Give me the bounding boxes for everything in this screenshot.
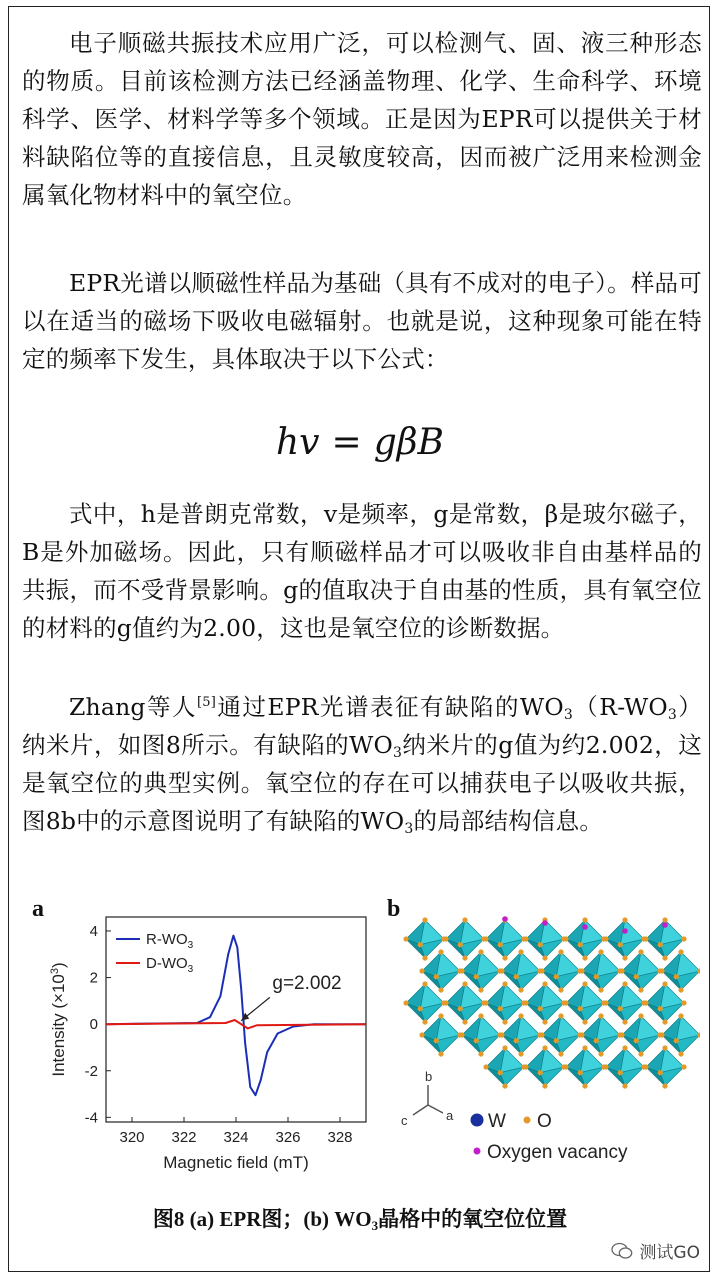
- oxygen-atom: [662, 1019, 667, 1024]
- lattice-legend: [471, 1111, 628, 1163]
- oxygen-atom: [539, 968, 544, 973]
- paragraph-4: [22, 688, 702, 840]
- y-axis-label-sup: 3: [49, 968, 61, 975]
- oxygen-atom: [681, 1000, 686, 1005]
- legend-o: O: [537, 1111, 552, 1132]
- epr-chart: [40, 905, 375, 1175]
- oxygen-atom: [434, 974, 439, 979]
- legend-label-0: $R-WO_3$: [146, 931, 194, 951]
- oxygen-atom: [678, 949, 683, 954]
- oxygen-atom: [598, 1013, 603, 1018]
- y-tick-label: 0: [89, 1016, 98, 1034]
- oxygen-atom: [578, 942, 583, 947]
- figure-caption: [0, 1203, 720, 1233]
- oxygen-atom: [483, 1000, 488, 1005]
- oxygen-atom: [579, 968, 584, 973]
- oxygen-atom: [619, 968, 624, 973]
- oxygen-atom: [462, 917, 467, 922]
- oxygen-atom: [582, 1083, 587, 1088]
- oxygen-atom: [422, 981, 427, 986]
- oxygen-atom: [538, 1070, 543, 1075]
- wo3-lattice-figure: [395, 905, 700, 1175]
- oxygen-atom: [618, 1006, 623, 1011]
- formula-equals: =: [331, 422, 362, 463]
- oxygen-vacancy: [502, 916, 508, 922]
- legend-label-sub-1: 3: [187, 964, 194, 975]
- oxygen-atom: [582, 955, 587, 960]
- oxygen-atom: [598, 1051, 603, 1056]
- oxygen-atom: [498, 1006, 503, 1011]
- oxygen-atom: [678, 1013, 683, 1018]
- oxygen-vacancy: [622, 928, 628, 934]
- oxygen-atom: [478, 987, 483, 992]
- oxygen-atom: [483, 936, 488, 941]
- p4-text-c: （R-WO: [572, 693, 668, 721]
- oxygen-atom: [634, 974, 639, 979]
- oxygen-atom: [499, 1032, 504, 1037]
- oxygen-atom: [643, 936, 648, 941]
- oxygen-atom: [443, 936, 448, 941]
- oxygen-atom: [582, 981, 587, 986]
- oxygen-atom: [603, 1000, 608, 1005]
- oxygen-atom: [678, 987, 683, 992]
- oxygen-atom: [674, 1038, 679, 1043]
- oxygen-atom: [579, 1032, 584, 1037]
- oxygen-atom: [622, 1019, 627, 1024]
- oxygen-atom: [478, 1051, 483, 1056]
- x-tick-label: 326: [275, 1129, 301, 1146]
- axis-triad: [401, 1069, 454, 1128]
- watermark: [611, 1238, 700, 1263]
- oxygen-atom: [502, 981, 507, 986]
- oxygen-atom: [622, 1083, 627, 1088]
- oxygen-atom: [542, 1019, 547, 1024]
- oxygen-atom: [419, 968, 424, 973]
- oxygen-atom: [459, 1032, 464, 1037]
- oxygen-atom: [462, 981, 467, 986]
- oxygen-atom: [539, 1032, 544, 1037]
- formula: [0, 422, 720, 463]
- oxygen-atom: [438, 1051, 443, 1056]
- p4-text-b: 通过EPR光谱表征有缺陷的WO: [216, 693, 564, 721]
- oxygen-atom: [622, 917, 627, 922]
- y-axis-label: Intensity $(\times 10^3)$: [49, 962, 68, 1077]
- oxygen-atom: [499, 968, 504, 973]
- oxygen-atom: [458, 942, 463, 947]
- oxygen-atom: [578, 1006, 583, 1011]
- y-tick-label: -2: [84, 1062, 98, 1080]
- oxygen-atom: [681, 1064, 686, 1069]
- vacancy-icon: [474, 1148, 481, 1155]
- oxygen-atom: [422, 1019, 427, 1024]
- p4-text-f: 的局部结构信息。: [413, 807, 604, 835]
- p4-text-a: Zhang等人: [69, 693, 197, 721]
- legend-label-sub-0: 3: [187, 940, 194, 951]
- oxygen-atom: [434, 1038, 439, 1043]
- oxygen-atom: [418, 942, 423, 947]
- oxygen-atom: [514, 1038, 519, 1043]
- oxygen-vacancy: [582, 924, 588, 930]
- oxygen-atom: [502, 1045, 507, 1050]
- oxygen-atom: [502, 1083, 507, 1088]
- oxygen-atom: [638, 1051, 643, 1056]
- oxygen-atom-icon: [524, 1117, 531, 1124]
- oxygen-atom: [643, 1064, 648, 1069]
- legend-w: W: [488, 1111, 506, 1132]
- reference-5: [5]: [197, 695, 217, 710]
- oxygen-atom: [443, 1000, 448, 1005]
- oxygen-atom: [523, 936, 528, 941]
- plot-frame: [106, 917, 366, 1122]
- oxygen-atom: [662, 955, 667, 960]
- oxygen-atom: [659, 968, 664, 973]
- oxygen-atom: [558, 1051, 563, 1056]
- paragraph-1: 电子顺磁共振技术应用广泛，可以检测气、固、液三种形态的物质。目前该检测方法已经涵盖物理、化学、生命科学、环境科学、医学、材料学等多个领域。正是因为EPR可以提供关于材料缺陷位等的直接信息，且灵敏度较高，因而被广泛用来检测金属氧化物材料中的氧空位。: [22, 29, 702, 209]
- oxygen-atom: [458, 1006, 463, 1011]
- oxygen-atom: [474, 974, 479, 979]
- oxygen-atom: [662, 917, 667, 922]
- oxygen-atom: [538, 942, 543, 947]
- panel-label-b: b: [387, 896, 401, 922]
- p4-sub-4: 3: [404, 821, 414, 837]
- oxygen-atom: [622, 981, 627, 986]
- oxygen-atom: [403, 1000, 408, 1005]
- panel-label-a: a: [32, 896, 44, 922]
- oxygen-atom: [502, 955, 507, 960]
- oxygen-atom: [542, 1045, 547, 1050]
- oxygen-atom: [603, 1064, 608, 1069]
- y-axis-label-end: ): [49, 962, 68, 969]
- p4-text-e: 纳米片的g值为约2.002，这是氧空位的典型实例。氧空位的存在可以捕获电子以吸收共振，图8b中的示意图说明了有缺陷的WO: [22, 731, 702, 835]
- axis-label-c: c: [401, 1113, 408, 1128]
- oxygen-atom: [514, 974, 519, 979]
- oxygen-atom: [422, 917, 427, 922]
- oxygen-atom: [498, 1070, 503, 1075]
- p4-text-d: ）纳米片，如图8所示。有缺陷的WO: [22, 693, 702, 759]
- oxygen-atom: [662, 1045, 667, 1050]
- wechat-icon: [611, 1242, 633, 1260]
- oxygen-atom: [518, 949, 523, 954]
- oxygen-atom: [598, 987, 603, 992]
- oxygen-atom: [478, 949, 483, 954]
- x-tick-label: 324: [223, 1129, 249, 1146]
- oxygen-atom: [563, 936, 568, 941]
- oxygen-atom: [638, 987, 643, 992]
- oxygen-atom: [542, 955, 547, 960]
- oxygen-atom: [582, 1019, 587, 1024]
- oxygen-atom: [438, 949, 443, 954]
- oxygen-atom: [622, 955, 627, 960]
- oxygen-atom: [618, 1070, 623, 1075]
- x-tick-label: 328: [327, 1129, 353, 1146]
- y-tick-label: 4: [89, 922, 98, 940]
- oxygen-atom: [658, 1006, 663, 1011]
- oxygen-atom: [594, 1038, 599, 1043]
- paragraph-2: EPR光谱以顺磁性样品为基础（具有不成对的电子）。样品可以在适当的磁场下吸收电磁辐射。也就是说，这种现象可能在特定的频率下发生，具体取决于以下公式：: [22, 269, 702, 373]
- y-tick-label: -4: [84, 1109, 98, 1127]
- caption-part-a: 图8 (a) EPR图；(b) WO: [152, 1207, 372, 1231]
- oxygen-atom: [659, 1032, 664, 1037]
- oxygen-atom: [403, 936, 408, 941]
- oxygen-atom: [542, 981, 547, 986]
- oxygen-atom: [674, 974, 679, 979]
- series-line-0: [106, 936, 366, 1096]
- y-tick-label: 2: [89, 969, 98, 987]
- oxygen-atom: [523, 1064, 528, 1069]
- oxygen-atom: [498, 942, 503, 947]
- g-value-annotation: g=2.002: [272, 973, 342, 995]
- oxygen-atom: [658, 942, 663, 947]
- oxygen-atom: [618, 942, 623, 947]
- oxygen-atom: [478, 1013, 483, 1018]
- oxygen-atom: [578, 1070, 583, 1075]
- oxygen-atom: [638, 949, 643, 954]
- oxygen-atom: [462, 1019, 467, 1024]
- oxygen-atom: [558, 1013, 563, 1018]
- oxygen-atom: [438, 987, 443, 992]
- oxygen-atom: [678, 1051, 683, 1056]
- axis-label-a: a: [446, 1108, 454, 1123]
- tungsten-atom-icon: [471, 1114, 484, 1127]
- oxygen-atom: [459, 968, 464, 973]
- oxygen-atom: [643, 1000, 648, 1005]
- p4-sub-3: 3: [392, 745, 403, 761]
- caption-part-b: 晶格中的氧空位位置: [378, 1207, 568, 1231]
- lattice-octahedra: [403, 916, 700, 1088]
- oxygen-atom: [483, 1064, 488, 1069]
- oxygen-atom: [658, 1070, 663, 1075]
- oxygen-atom: [523, 1000, 528, 1005]
- oxygen-atom: [438, 1013, 443, 1018]
- oxygen-atom: [518, 1013, 523, 1018]
- series-line-1: [106, 1020, 366, 1028]
- oxygen-atom: [594, 974, 599, 979]
- oxygen-atom: [622, 1045, 627, 1050]
- oxygen-atom: [474, 1038, 479, 1043]
- oxygen-atom: [554, 1038, 559, 1043]
- oxygen-atom: [681, 936, 686, 941]
- oxygen-atom: [634, 1038, 639, 1043]
- p4-sub-2: 3: [667, 707, 677, 723]
- oxygen-atom: [619, 1032, 624, 1037]
- legend-label-1: $D-WO_3$: [146, 955, 194, 975]
- oxygen-atom: [462, 955, 467, 960]
- formula-rhs: gβB: [373, 422, 444, 463]
- oxygen-atom: [563, 1000, 568, 1005]
- oxygen-atom: [558, 987, 563, 992]
- oxygen-atom: [502, 1019, 507, 1024]
- oxygen-atom: [638, 1013, 643, 1018]
- oxygen-atom: [598, 949, 603, 954]
- oxygen-atom: [662, 1083, 667, 1088]
- paragraph-3: 式中，h是普朗克常数，v是频率，g是常数，β是玻尔磁子，B是外加磁场。因此，只有顺磁样品才可以吸收非自由基样品的共振，而不受背景影响。g的值取决于自由基的性质，具有氧空位的材料的g值约为2.00，这也是氧空位的诊断数据。: [22, 500, 702, 642]
- oxygen-atom: [603, 936, 608, 941]
- caption-sub: 3: [371, 1218, 379, 1233]
- oxygen-atom: [662, 981, 667, 986]
- x-tick-label: 322: [171, 1129, 197, 1146]
- oxygen-atom: [582, 1045, 587, 1050]
- formula-lhs: hv: [275, 422, 320, 463]
- oxygen-atom: [558, 949, 563, 954]
- oxygen-atom: [538, 1006, 543, 1011]
- oxygen-atom: [518, 1051, 523, 1056]
- watermark-text: 测试GO: [639, 1243, 700, 1263]
- oxygen-atom: [554, 974, 559, 979]
- oxygen-atom: [422, 955, 427, 960]
- legend-vacancy: Oxygen vacancy: [487, 1142, 628, 1163]
- oxygen-atom: [582, 917, 587, 922]
- oxygen-vacancy: [542, 920, 548, 926]
- oxygen-atom: [418, 1006, 423, 1011]
- oxygen-vacancy: [662, 922, 668, 928]
- x-tick-label: 320: [119, 1129, 145, 1146]
- oxygen-atom: [419, 1032, 424, 1037]
- p4-sub-1: 3: [563, 707, 573, 723]
- x-axis-label: Magnetic field (mT): [163, 1153, 309, 1172]
- oxygen-atom: [542, 1083, 547, 1088]
- axis-label-b: b: [425, 1069, 433, 1084]
- oxygen-atom: [563, 1064, 568, 1069]
- oxygen-atom: [518, 987, 523, 992]
